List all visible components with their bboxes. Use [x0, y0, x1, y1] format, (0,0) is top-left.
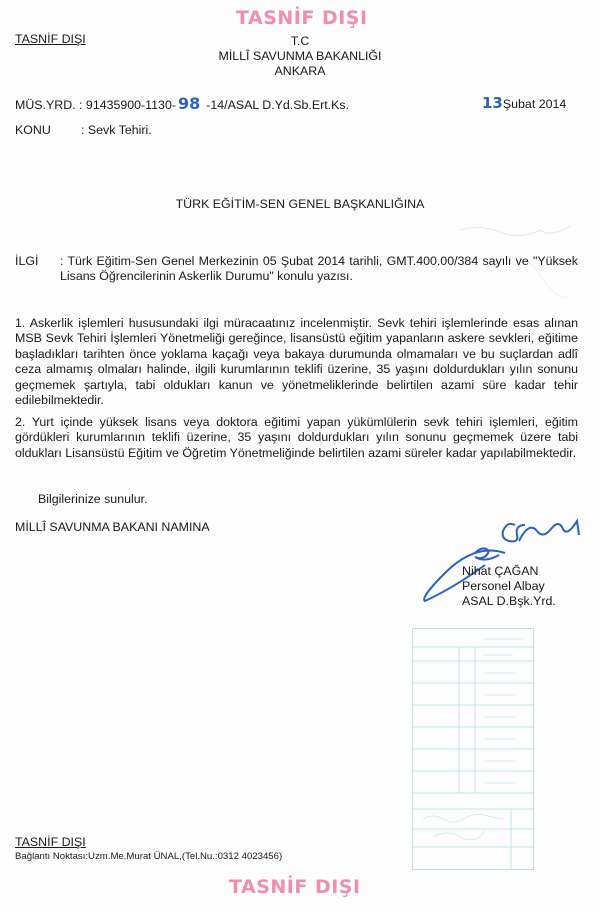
handwritten-number: 98: [177, 94, 201, 113]
classification-stamp-top: TASNİF DIŞI: [236, 7, 368, 29]
date-month-year: Şubat 2014: [502, 97, 567, 111]
reference-label: MÜS.YRD.: [15, 98, 76, 112]
subject-value: : Sevk Tehiri.: [81, 123, 152, 137]
contact-point: Bağlantı Noktası:Uzm.Me.Murat ÜNAL,(Tel.Nu.:0312 4023456): [15, 851, 283, 862]
on-behalf-line: MİLLÎ SAVUNMA BAKANI NAMINA: [15, 520, 210, 534]
signatory-title: ASAL D.Bşk.Yrd.: [462, 594, 556, 608]
classification-label-bottom: TASNİF DIŞI: [15, 835, 86, 849]
letterhead-country: T.C: [290, 34, 310, 48]
classification-stamp-bottom: TASNİF DIŞI: [229, 876, 361, 898]
handwritten-day: 13: [482, 94, 503, 112]
classification-label-top: TASNİF DIŞI: [15, 32, 86, 46]
reference-suffix: -14/ASAL D.Yd.Sb.Ert.Ks.: [206, 98, 350, 112]
signatory-name: Nihat ÇAĞAN: [462, 564, 539, 578]
reference-prefix: : 91435900-1130-: [79, 98, 176, 112]
reference-line: [15, 94, 349, 113]
recipient: TÜRK EĞİTİM-SEN GENEL BAŞKANLIĞINA: [175, 197, 425, 211]
subject-label: KONU: [15, 123, 51, 137]
closing-line: Bilgilerinize sunulur.: [38, 492, 148, 506]
bleed-through-routing-table: [412, 628, 534, 870]
letterhead-ministry: MİLLÎ SAVUNMA BAKANLIĞI: [218, 49, 382, 63]
body-paragraph-2: 2. Yurt içinde yüksek lisans veya doktora eğitimi yapan yükümlülerin sevk tehiri işlemleri, eğitim gördükleri kurumlarının teklifi üzerine, 35 yaşını doldurdukları yılın sonunu geçmemek üzere tabi oldukları Lisansüstü Eğitim ve Öğretim Yönetmeliğinde belirtilen azami süreler kadar yapılabilmektedir.: [15, 415, 578, 460]
ilgi-value: : Türk Eğitim-Sen Genel Merkezinin 05 Şubat 2014 tarihli, GMT.400.00/384 sayılı ve "Yüksek Lisans Öğrencilerinin Askerlik Durumu" konulu yazısı.: [60, 254, 578, 284]
body-paragraph-1: 1. Askerlik işlemleri hususundaki ilgi müracaatınız incelenmiştir. Sevk tehiri işlemlerinde esas alınan MSB Sevk Tehiri İşlemleri Yönetmeliği gereğince, lisansüstü eğitim yapanların askere sevkleri, eğitime başladıkları tarihten önce yoklama kaçağı veya bakaya durumunda olmamaları ve bu suçlardan adlî ceza almamış olmaları halinde, ilgili kurumlarının teklifi üzerine, 35 yaşını doldurdukları yılın sonunu geçmemek şartıyla, tabi oldukları kanun ve yönetmeliklerinde belirtilen azami süre kadar tehir edilebilmektedir.: [15, 316, 578, 408]
ilgi-label: İLGİ: [15, 254, 39, 268]
letterhead-city: ANKARA: [274, 64, 326, 78]
signatory-rank: Personel Albay: [462, 579, 545, 593]
document-date: [482, 94, 566, 112]
letterhead: [180, 34, 420, 79]
routing-table-grid: [413, 629, 533, 869]
signatory-block: [462, 564, 556, 609]
bleed-through-scribble: [450, 205, 590, 300]
